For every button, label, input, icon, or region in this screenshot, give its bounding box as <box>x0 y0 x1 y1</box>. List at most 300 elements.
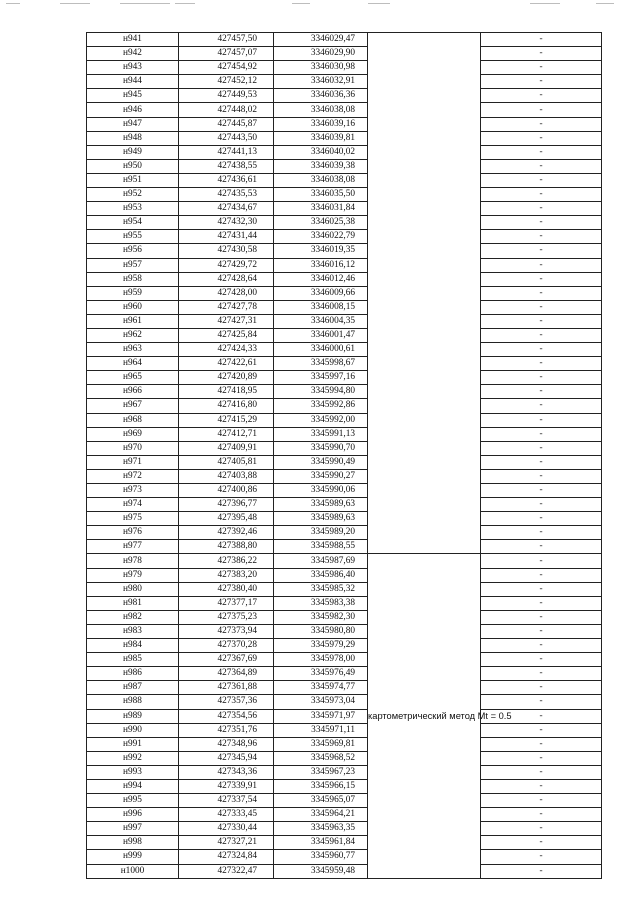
table-row <box>87 300 602 314</box>
description-cell: - <box>481 33 602 47</box>
description-cell: - <box>481 413 602 427</box>
point-number-cell: н998 <box>87 836 179 850</box>
point-number-cell: н988 <box>87 695 179 709</box>
y-coordinate-cell: 3346004,35 <box>274 314 368 328</box>
point-number-cell: н985 <box>87 653 179 667</box>
table-row <box>87 89 602 103</box>
point-number-cell: н977 <box>87 540 179 554</box>
point-number-cell: н959 <box>87 286 179 300</box>
table-row <box>87 455 602 469</box>
y-coordinate-cell: 3345973,04 <box>274 695 368 709</box>
table-row <box>87 681 602 695</box>
x-coordinate-cell: 427448,02 <box>179 103 274 117</box>
x-coordinate-cell: 427343,36 <box>179 765 274 779</box>
point-number-cell: н944 <box>87 75 179 89</box>
point-number-cell: н987 <box>87 681 179 695</box>
point-number-cell: н964 <box>87 357 179 371</box>
description-cell: - <box>481 272 602 286</box>
table-row <box>87 258 602 272</box>
table-row <box>87 836 602 850</box>
description-cell: - <box>481 286 602 300</box>
point-number-cell: н957 <box>87 258 179 272</box>
table-row <box>87 582 602 596</box>
x-coordinate-cell: 427405,81 <box>179 455 274 469</box>
x-coordinate-cell: 427339,91 <box>179 779 274 793</box>
point-number-cell: н982 <box>87 610 179 624</box>
point-number-cell: н980 <box>87 582 179 596</box>
point-number-cell: н947 <box>87 117 179 131</box>
point-number-cell: н990 <box>87 723 179 737</box>
point-number-cell: н965 <box>87 371 179 385</box>
y-coordinate-cell: 3345987,69 <box>274 554 368 568</box>
point-number-cell: н963 <box>87 343 179 357</box>
x-coordinate-cell: 427330,44 <box>179 822 274 836</box>
description-cell: - <box>481 723 602 737</box>
x-coordinate-cell: 427422,61 <box>179 357 274 371</box>
y-coordinate-cell: 3346038,08 <box>274 103 368 117</box>
point-number-cell: н962 <box>87 328 179 342</box>
x-coordinate-cell: 427454,92 <box>179 61 274 75</box>
y-coordinate-cell: 3346039,38 <box>274 159 368 173</box>
y-coordinate-cell: 3346038,08 <box>274 173 368 187</box>
description-cell: - <box>481 794 602 808</box>
description-cell: - <box>481 455 602 469</box>
y-coordinate-cell: 3346040,02 <box>274 145 368 159</box>
table-row <box>87 33 602 47</box>
x-coordinate-cell: 427377,17 <box>179 596 274 610</box>
x-coordinate-cell: 427373,94 <box>179 624 274 638</box>
y-coordinate-cell: 3345968,52 <box>274 751 368 765</box>
point-number-cell: н951 <box>87 173 179 187</box>
table-row <box>87 286 602 300</box>
y-coordinate-cell: 3345990,49 <box>274 455 368 469</box>
point-number-cell: н995 <box>87 794 179 808</box>
point-number-cell: н972 <box>87 469 179 483</box>
description-cell: - <box>481 582 602 596</box>
y-coordinate-cell: 3346035,50 <box>274 188 368 202</box>
description-cell: - <box>481 653 602 667</box>
point-number-cell: н992 <box>87 751 179 765</box>
point-number-cell: н993 <box>87 765 179 779</box>
table-row <box>87 131 602 145</box>
point-number-cell: н949 <box>87 145 179 159</box>
description-cell: - <box>481 385 602 399</box>
point-number-cell: н983 <box>87 624 179 638</box>
table-row <box>87 779 602 793</box>
x-coordinate-cell: 427348,96 <box>179 737 274 751</box>
table-row <box>87 653 602 667</box>
table-row <box>87 188 602 202</box>
table-row <box>87 723 602 737</box>
point-number-cell: н997 <box>87 822 179 836</box>
y-coordinate-cell: 3345978,00 <box>274 653 368 667</box>
point-number-cell: н960 <box>87 300 179 314</box>
table-row <box>87 624 602 638</box>
table-row <box>87 399 602 413</box>
y-coordinate-cell: 3345974,77 <box>274 681 368 695</box>
y-coordinate-cell: 3345986,40 <box>274 568 368 582</box>
point-number-cell: н991 <box>87 737 179 751</box>
x-coordinate-cell: 427430,58 <box>179 244 274 258</box>
y-coordinate-cell: 3345966,15 <box>274 779 368 793</box>
point-number-cell: н996 <box>87 808 179 822</box>
x-coordinate-cell: 427396,77 <box>179 498 274 512</box>
coordinates-table <box>86 32 602 879</box>
description-cell: - <box>481 357 602 371</box>
description-cell: - <box>481 75 602 89</box>
x-coordinate-cell: 427327,21 <box>179 836 274 850</box>
table-row <box>87 765 602 779</box>
x-coordinate-cell: 427429,72 <box>179 258 274 272</box>
x-coordinate-cell: 427427,78 <box>179 300 274 314</box>
method-cell <box>368 554 512 878</box>
table-row <box>87 343 602 357</box>
point-number-cell: н950 <box>87 159 179 173</box>
description-cell: - <box>481 202 602 216</box>
y-coordinate-cell: 3345982,30 <box>274 610 368 624</box>
point-number-cell: н966 <box>87 385 179 399</box>
description-cell: - <box>481 244 602 258</box>
y-coordinate-cell: 3345961,84 <box>274 836 368 850</box>
y-coordinate-cell: 3346039,81 <box>274 131 368 145</box>
y-coordinate-cell: 3346031,84 <box>274 202 368 216</box>
table-row <box>87 667 602 681</box>
description-cell: - <box>481 469 602 483</box>
x-coordinate-cell: 427383,20 <box>179 568 274 582</box>
description-cell: - <box>481 610 602 624</box>
y-coordinate-cell: 3346022,79 <box>274 230 368 244</box>
description-cell: - <box>481 779 602 793</box>
y-coordinate-cell: 3345988,55 <box>274 540 368 554</box>
point-number-cell: н999 <box>87 850 179 864</box>
point-number-cell: н961 <box>87 314 179 328</box>
y-coordinate-cell: 3345971,11 <box>274 723 368 737</box>
point-number-cell: н941 <box>87 33 179 47</box>
x-coordinate-cell: 427333,45 <box>179 808 274 822</box>
table-row <box>87 526 602 540</box>
y-coordinate-cell: 3346032,91 <box>274 75 368 89</box>
table-row <box>87 554 602 568</box>
y-coordinate-cell: 3345965,07 <box>274 794 368 808</box>
point-number-cell: н952 <box>87 188 179 202</box>
y-coordinate-cell: 3345976,49 <box>274 667 368 681</box>
x-coordinate-cell: 427409,91 <box>179 441 274 455</box>
description-cell: - <box>481 667 602 681</box>
y-coordinate-cell: 3345960,77 <box>274 850 368 864</box>
x-coordinate-cell: 427428,00 <box>179 286 274 300</box>
description-cell: - <box>481 103 602 117</box>
x-coordinate-cell: 427361,88 <box>179 681 274 695</box>
x-coordinate-cell: 427418,95 <box>179 385 274 399</box>
point-number-cell: н978 <box>87 554 179 568</box>
x-coordinate-cell: 427435,53 <box>179 188 274 202</box>
description-cell: - <box>481 512 602 526</box>
x-coordinate-cell: 427380,40 <box>179 582 274 596</box>
point-number-cell: н956 <box>87 244 179 258</box>
description-cell: - <box>481 159 602 173</box>
table-row <box>87 413 602 427</box>
description-cell: - <box>481 117 602 131</box>
x-coordinate-cell: 427432,30 <box>179 216 274 230</box>
table-row <box>87 328 602 342</box>
x-coordinate-cell: 427364,89 <box>179 667 274 681</box>
table-row <box>87 216 602 230</box>
table-row <box>87 159 602 173</box>
x-coordinate-cell: 427324,84 <box>179 850 274 864</box>
y-coordinate-cell: 3345983,38 <box>274 596 368 610</box>
point-number-cell: н984 <box>87 639 179 653</box>
description-cell: - <box>481 230 602 244</box>
y-coordinate-cell: 3346008,15 <box>274 300 368 314</box>
y-coordinate-cell: 3346001,47 <box>274 328 368 342</box>
point-number-cell: н971 <box>87 455 179 469</box>
point-number-cell: н975 <box>87 512 179 526</box>
table-row <box>87 61 602 75</box>
point-number-cell: н955 <box>87 230 179 244</box>
y-coordinate-cell: 3346025,38 <box>274 216 368 230</box>
x-coordinate-cell: 427370,28 <box>179 639 274 653</box>
x-coordinate-cell: 427434,67 <box>179 202 274 216</box>
description-cell: - <box>481 765 602 779</box>
x-coordinate-cell: 427354,56 <box>179 709 274 723</box>
method-label: картометрический метод Mt = 0.5 <box>368 710 512 721</box>
point-number-cell: н958 <box>87 272 179 286</box>
table-row <box>87 385 602 399</box>
y-coordinate-cell: 3346016,12 <box>274 258 368 272</box>
coordinates-table-body <box>87 33 602 879</box>
description-cell: - <box>481 737 602 751</box>
table-row <box>87 117 602 131</box>
table-row <box>87 794 602 808</box>
table-row <box>87 751 602 765</box>
description-cell: - <box>481 188 602 202</box>
x-coordinate-cell: 427457,07 <box>179 47 274 61</box>
description-cell: - <box>481 145 602 159</box>
description-cell: - <box>481 47 602 61</box>
y-coordinate-cell: 3345989,63 <box>274 512 368 526</box>
table-row <box>87 103 602 117</box>
y-coordinate-cell: 3345992,00 <box>274 413 368 427</box>
point-number-cell: н981 <box>87 596 179 610</box>
point-number-cell: н946 <box>87 103 179 117</box>
x-coordinate-cell: 427337,54 <box>179 794 274 808</box>
table-row <box>87 639 602 653</box>
table-row <box>87 822 602 836</box>
y-coordinate-cell: 3346019,35 <box>274 244 368 258</box>
x-coordinate-cell: 427449,53 <box>179 89 274 103</box>
table-row <box>87 357 602 371</box>
x-coordinate-cell: 427457,50 <box>179 33 274 47</box>
y-coordinate-cell: 3345991,13 <box>274 427 368 441</box>
y-coordinate-cell: 3345990,27 <box>274 469 368 483</box>
description-cell: - <box>481 639 602 653</box>
point-number-cell: н989 <box>87 709 179 723</box>
description-cell: - <box>481 216 602 230</box>
y-coordinate-cell: 3345989,63 <box>274 498 368 512</box>
description-cell: - <box>481 709 602 723</box>
table-row <box>87 371 602 385</box>
point-number-cell: н970 <box>87 441 179 455</box>
x-coordinate-cell: 427436,61 <box>179 173 274 187</box>
x-coordinate-cell: 427427,31 <box>179 314 274 328</box>
x-coordinate-cell: 427386,22 <box>179 554 274 568</box>
y-coordinate-cell: 3345989,20 <box>274 526 368 540</box>
y-coordinate-cell: 3345990,06 <box>274 484 368 498</box>
y-coordinate-cell: 3346029,90 <box>274 47 368 61</box>
description-cell: - <box>481 427 602 441</box>
y-coordinate-cell: 3345964,21 <box>274 808 368 822</box>
y-coordinate-cell: 3345998,67 <box>274 357 368 371</box>
y-coordinate-cell: 3345992,86 <box>274 399 368 413</box>
point-number-cell: н968 <box>87 413 179 427</box>
x-coordinate-cell: 427431,44 <box>179 230 274 244</box>
point-number-cell: н994 <box>87 779 179 793</box>
description-cell: - <box>481 822 602 836</box>
x-coordinate-cell: 427392,46 <box>179 526 274 540</box>
description-cell: - <box>481 300 602 314</box>
x-coordinate-cell: 427424,33 <box>179 343 274 357</box>
table-row <box>87 469 602 483</box>
x-coordinate-cell: 427322,47 <box>179 864 274 878</box>
y-coordinate-cell: 3345997,16 <box>274 371 368 385</box>
y-coordinate-cell: 3345967,23 <box>274 765 368 779</box>
table-row <box>87 498 602 512</box>
point-number-cell: н953 <box>87 202 179 216</box>
description-cell: - <box>481 399 602 413</box>
x-coordinate-cell: 427351,76 <box>179 723 274 737</box>
table-row <box>87 314 602 328</box>
description-cell: - <box>481 89 602 103</box>
x-coordinate-cell: 427345,94 <box>179 751 274 765</box>
x-coordinate-cell: 427412,71 <box>179 427 274 441</box>
table-row <box>87 808 602 822</box>
description-cell: - <box>481 568 602 582</box>
y-coordinate-cell: 3345963,35 <box>274 822 368 836</box>
description-cell: - <box>481 681 602 695</box>
y-coordinate-cell: 3346039,16 <box>274 117 368 131</box>
x-coordinate-cell: 427416,80 <box>179 399 274 413</box>
point-number-cell: н986 <box>87 667 179 681</box>
table-row <box>87 610 602 624</box>
x-coordinate-cell: 427415,29 <box>179 413 274 427</box>
x-coordinate-cell: 427452,12 <box>179 75 274 89</box>
description-cell: - <box>481 484 602 498</box>
x-coordinate-cell: 427425,84 <box>179 328 274 342</box>
description-cell: - <box>481 173 602 187</box>
table-row <box>87 75 602 89</box>
table-row <box>87 230 602 244</box>
description-cell: - <box>481 554 602 568</box>
description-cell: - <box>481 695 602 709</box>
y-coordinate-cell: 3345959,48 <box>274 864 368 878</box>
description-cell: - <box>481 850 602 864</box>
x-coordinate-cell: 427388,80 <box>179 540 274 554</box>
y-coordinate-cell: 3346000,61 <box>274 343 368 357</box>
x-coordinate-cell: 427443,50 <box>179 131 274 145</box>
description-cell: - <box>481 131 602 145</box>
x-coordinate-cell: 427400,86 <box>179 484 274 498</box>
y-coordinate-cell: 3346036,36 <box>274 89 368 103</box>
point-number-cell: н979 <box>87 568 179 582</box>
y-coordinate-cell: 3346029,47 <box>274 33 368 47</box>
description-cell: - <box>481 328 602 342</box>
x-coordinate-cell: 427420,89 <box>179 371 274 385</box>
x-coordinate-cell: 427395,48 <box>179 512 274 526</box>
y-coordinate-cell: 3345971,97 <box>274 709 368 723</box>
description-cell: - <box>481 258 602 272</box>
table-row <box>87 512 602 526</box>
y-coordinate-cell: 3345990,70 <box>274 441 368 455</box>
description-cell: - <box>481 343 602 357</box>
table-row <box>87 568 602 582</box>
description-cell: - <box>481 314 602 328</box>
table-row <box>87 145 602 159</box>
table-row <box>87 850 602 864</box>
point-number-cell: н976 <box>87 526 179 540</box>
table-row <box>87 709 602 723</box>
x-coordinate-cell: 427357,36 <box>179 695 274 709</box>
point-number-cell: н967 <box>87 399 179 413</box>
description-cell: - <box>481 540 602 554</box>
description-cell: - <box>481 864 602 878</box>
table-row <box>87 540 602 554</box>
y-coordinate-cell: 3345969,81 <box>274 737 368 751</box>
table-row <box>87 427 602 441</box>
description-cell: - <box>481 498 602 512</box>
description-cell: - <box>481 624 602 638</box>
point-number-cell: н1000 <box>87 864 179 878</box>
table-row <box>87 47 602 61</box>
y-coordinate-cell: 3345985,32 <box>274 582 368 596</box>
y-coordinate-cell: 3345980,80 <box>274 624 368 638</box>
y-coordinate-cell: 3346030,98 <box>274 61 368 75</box>
x-coordinate-cell: 427428,64 <box>179 272 274 286</box>
point-number-cell: н942 <box>87 47 179 61</box>
description-cell: - <box>481 836 602 850</box>
scan-edge-marks <box>0 0 640 8</box>
y-coordinate-cell: 3345994,80 <box>274 385 368 399</box>
table-row <box>87 441 602 455</box>
table-row <box>87 484 602 498</box>
point-number-cell: н973 <box>87 484 179 498</box>
table-row <box>87 202 602 216</box>
table-row <box>87 173 602 187</box>
description-cell: - <box>481 441 602 455</box>
description-cell: - <box>481 596 602 610</box>
point-number-cell: н969 <box>87 427 179 441</box>
point-number-cell: н954 <box>87 216 179 230</box>
table-row <box>87 272 602 286</box>
table-row <box>87 737 602 751</box>
x-coordinate-cell: 427403,88 <box>179 469 274 483</box>
y-coordinate-cell: 3345979,29 <box>274 639 368 653</box>
point-number-cell: н974 <box>87 498 179 512</box>
x-coordinate-cell: 427367,69 <box>179 653 274 667</box>
point-number-cell: н943 <box>87 61 179 75</box>
table-row <box>87 244 602 258</box>
x-coordinate-cell: 427375,23 <box>179 610 274 624</box>
description-cell: - <box>481 526 602 540</box>
table-row <box>87 596 602 610</box>
x-coordinate-cell: 427438,55 <box>179 159 274 173</box>
x-coordinate-cell: 427445,87 <box>179 117 274 131</box>
point-number-cell: н945 <box>87 89 179 103</box>
table-row <box>87 864 602 878</box>
table-row <box>87 695 602 709</box>
method-cell-empty <box>368 33 481 554</box>
description-cell: - <box>481 61 602 75</box>
y-coordinate-cell: 3346009,66 <box>274 286 368 300</box>
